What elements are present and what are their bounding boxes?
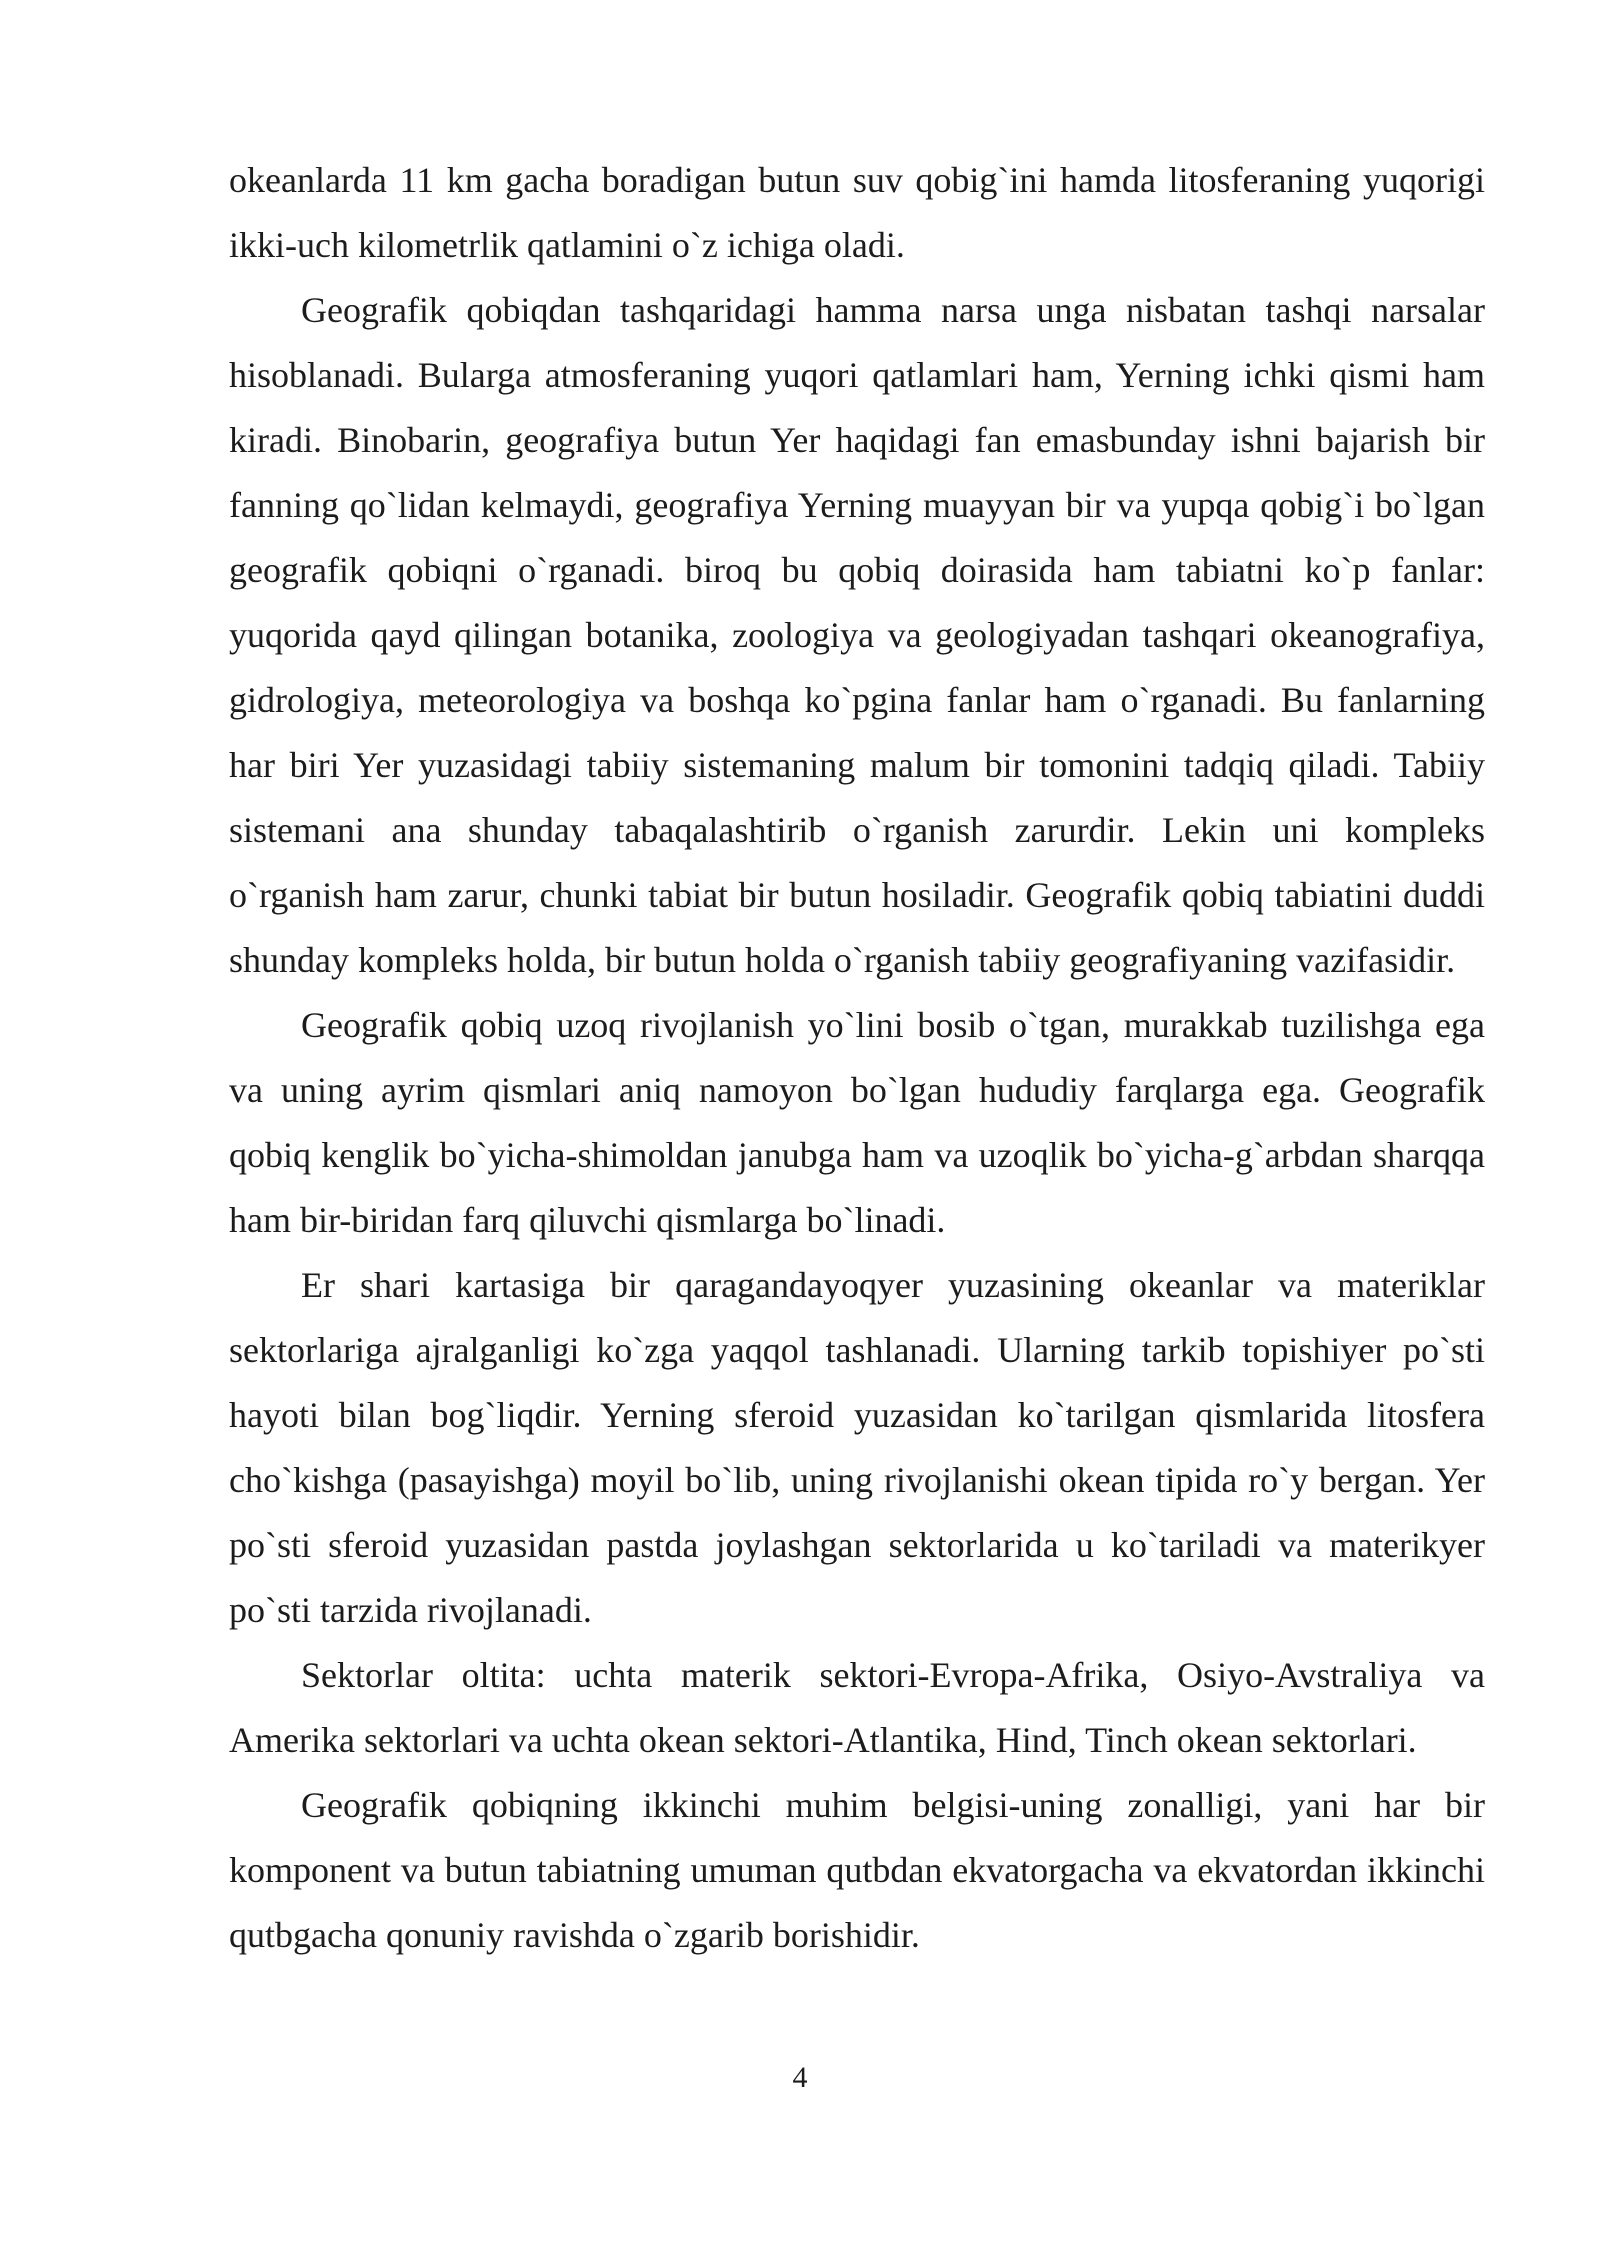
paragraph: Er shari kartasiga bir qaragandayoqyer yuzasining okeanlar va materiklar sektorlariga ajralganligi ko`zga yaqqol tashlanadi. Ularning tarkib topishiyer po`sti hayoti bilan bog`liqdir. Yerning sferoid yuzasidan ko`tarilgan qismlarida litosfera cho`kishga (pasayishga) moyil bo`lib, uning rivojlanishi okean tipida ro`y bergan. Yer po`sti sferoid yuzasidan pastda joylashgan sektorlarida u ko`tariladi va materikyer po`sti tarzida rivojlanadi. <box>229 1265 1485 1630</box>
paragraph: Geografik qobiqdan tashqaridagi hamma narsa unga nisbatan tashqi narsalar hisoblanadi. Bularga atmosferaning yuqori qatlamlari ham, Yerning ichki qismi ham kiradi. Binobarin, geografiya butun Yer haqidagi fan emasbunday ishni bajarish bir fanning qo`lidan kelmaydi, geografiya Yerning muayyan bir va yupqa qobig`i bo`lgan geografik qobiqni o`rganadi. biroq bu qobiq doirasida ham tabiatni ko`p fanlar: yuqorida qayd qilingan botanika, zoologiya va geologiyadan tashqari okeanografiya, gidrologiya, meteorologiya va boshqa ko`pgina fanlar ham o`rganadi. Bu fanlarning har biri Yer yuzasidagi tabiiy sistemaning malum bir tomonini tadqiq qiladi. Tabiiy sistemani ana shunday tabaqalashtirib o`rganish zarurdir. Lekin uni kompleks o`rganish ham zarur, chunki tabiat bir butun hosiladir. Geografik qobiq tabiatini duddi shunday kompleks holda, bir butun holda o`rganish tabiiy geografiyaning vazifasidir. <box>229 290 1485 980</box>
paragraph: Sektorlar oltita: uchta materik sektori-Evropa-Afrika, Osiyo-Avstraliya va Amerika sektorlari va uchta okean sektori-Atlantika, Hind, Tinch okean sektorlari. <box>229 1655 1485 1760</box>
body-text <box>229 148 1485 1968</box>
paragraph: Geografik qobiqning ikkinchi muhim belgisi-uning zonalligi, yani har bir komponent va butun tabiatning umuman qutbdan ekvatorgacha va ekvatordan ikkinchi qutbgacha qonuniy ravishda o`zgarib borishidir. <box>229 1785 1485 1955</box>
paragraph-continued: okeanlarda 11 km gacha boradigan butun suv qobig`ini hamda litosferaning yuqorigi ikki-uch kilometrlik qatlamini o`z ichiga oladi. <box>229 160 1485 265</box>
page-number: 4 <box>792 2061 808 2094</box>
paragraph: Geografik qobiq uzoq rivojlanish yo`lini bosib o`tgan, murakkab tuzilishga ega va uning ayrim qismlari aniq namoyon bo`lgan hududiy farqlarga ega. Geografik qobiq kenglik bo`yicha-shimoldan janubga ham va uzoqlik bo`yicha-g`arbdan sharqqa ham bir-biridan farq qiluvchi qismlarga bo`linadi. <box>229 1005 1485 1240</box>
